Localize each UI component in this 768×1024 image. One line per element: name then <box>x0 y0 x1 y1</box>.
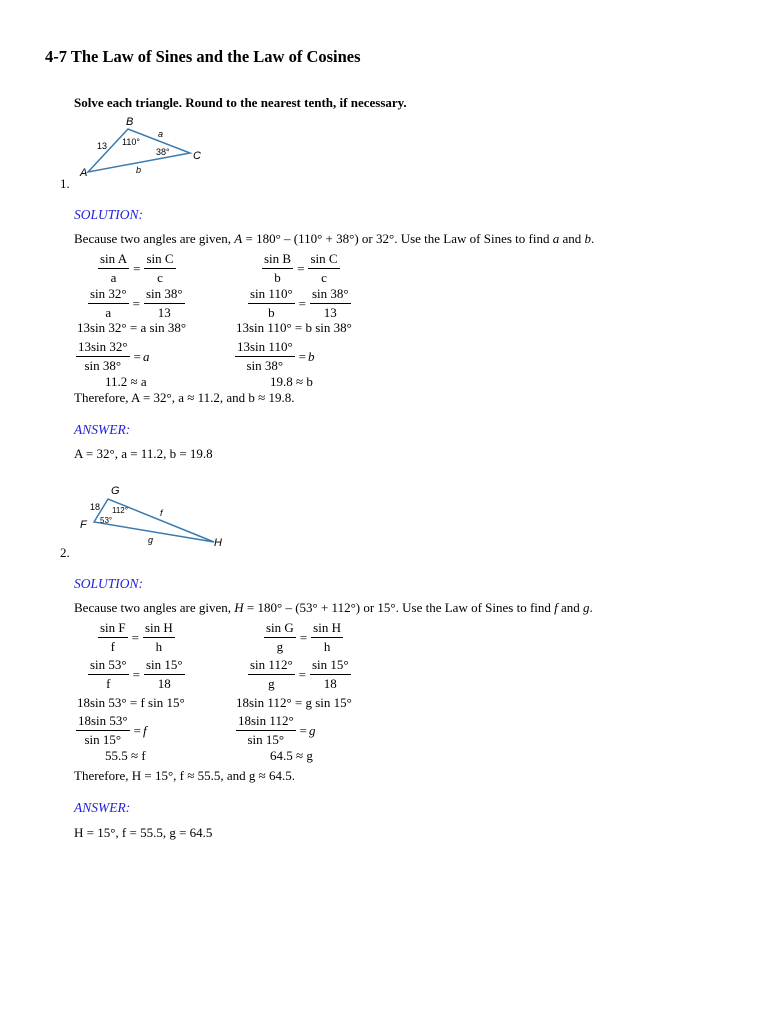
law-of-sines-ratio: $\frac{\text{sin F}}{f}$ = $\frac{\text{sin H}}{h}$ <box>100 620 173 654</box>
law-of-sines-ratio: $\frac{\text{sin G}}{g}$ = $\frac{\text{sin H}}{h}$ <box>266 620 341 654</box>
triangle-figure-1 <box>78 112 208 182</box>
vertex-label: A <box>80 167 88 179</box>
answer-label: ANSWER: <box>74 800 131 815</box>
angle-label: 110° <box>122 137 140 147</box>
solution-intro: Because two angles are given, H = 180° – (53° + 112°) or 15°. Use the Law of Sines to find f and g. <box>74 600 593 615</box>
answer-text: A = 32°, a = 11.2, b = 19.8 <box>74 446 213 461</box>
problem-number: 1. <box>60 176 70 191</box>
substitution-ratio: $\frac{\sin 110^\circ}{b}$ = $\frac{\sin 38^\circ}{13}$ <box>250 286 349 320</box>
solve-step: $\frac{18\sin 112^\circ}{\sin 15^\circ}$ = g <box>238 713 316 747</box>
solve-step: $\frac{13\sin 110^\circ}{\sin 38^\circ}$ = b <box>237 339 315 373</box>
answer-label: ANSWER: <box>74 422 131 437</box>
vertex-label: B <box>126 116 134 128</box>
solution-label: SOLUTION: <box>74 207 144 222</box>
result: 19.8 ≈ b <box>270 374 313 389</box>
side-label: b <box>136 165 142 175</box>
substitution-ratio: $\frac{\sin 112^\circ}{g}$ = $\frac{\sin 15^\circ}{18}$ <box>250 657 349 691</box>
vertex-label: G <box>111 485 120 497</box>
angle-label: 53° <box>100 516 113 525</box>
triangle-figure-2 <box>74 480 234 550</box>
angle-label: 112° <box>112 506 128 515</box>
cross-multiply: 13sin 32° = a sin 38° <box>77 320 187 335</box>
solution-label: SOLUTION: <box>74 576 144 591</box>
solution-intro: Because two angles are given, A = 180° – (110° + 38°) or 32°. Use the Law of Sines to find a and b. <box>74 231 595 246</box>
answer-text: H = 15°, f = 55.5, g = 64.5 <box>74 825 213 840</box>
cross-multiply: 13sin 110° = b sin 38° <box>236 320 352 335</box>
side-label: 13 <box>97 141 108 151</box>
side-label: f <box>160 508 163 518</box>
law-of-sines-ratio: $\frac{\text{sin B}}{b}$ = $\frac{\text{sin C}}{c}$ <box>264 251 338 285</box>
law-of-sines-ratio: $\frac{\text{sin A}}{a}$ = $\frac{\text{sin C}}{c}$ <box>100 251 174 285</box>
angle-label: 38° <box>156 147 170 157</box>
page-title: 4-7 The Law of Sines and the Law of Cosines <box>45 47 361 66</box>
side-label: a <box>158 129 164 139</box>
cross-multiply: 18sin 112° = g sin 15° <box>236 695 352 710</box>
result: 55.5 ≈ f <box>105 748 146 763</box>
cross-multiply: 18sin 53° = f sin 15° <box>77 695 185 710</box>
solve-step: $\frac{13\sin 32^\circ}{\sin 38^\circ}$ = a <box>78 339 150 373</box>
result: 64.5 ≈ g <box>270 748 313 763</box>
vertex-label: C <box>193 150 201 162</box>
side-label: g <box>148 535 154 545</box>
therefore-statement: Therefore, A = 32°, a ≈ 11.2, and b ≈ 19.8. <box>74 390 295 405</box>
vertex-label: F <box>80 519 87 531</box>
substitution-ratio: $\frac{\sin 32^\circ}{a}$ = $\frac{\sin 38^\circ}{13}$ <box>90 286 183 320</box>
substitution-ratio: $\frac{\sin 53^\circ}{f}$ = $\frac{\sin 15^\circ}{18}$ <box>90 657 183 691</box>
instructions: Solve each triangle. Round to the nearest tenth, if necessary. <box>74 95 407 110</box>
vertex-label: H <box>214 537 222 549</box>
solve-step: $\frac{18\sin 53^\circ}{\sin 15^\circ}$ = f <box>78 713 147 747</box>
result: 11.2 ≈ a <box>105 374 147 389</box>
therefore-statement: Therefore, H = 15°, f ≈ 55.5, and g ≈ 64.5. <box>74 768 296 783</box>
problem-number: 2. <box>60 545 70 560</box>
side-label: 18 <box>90 502 101 512</box>
